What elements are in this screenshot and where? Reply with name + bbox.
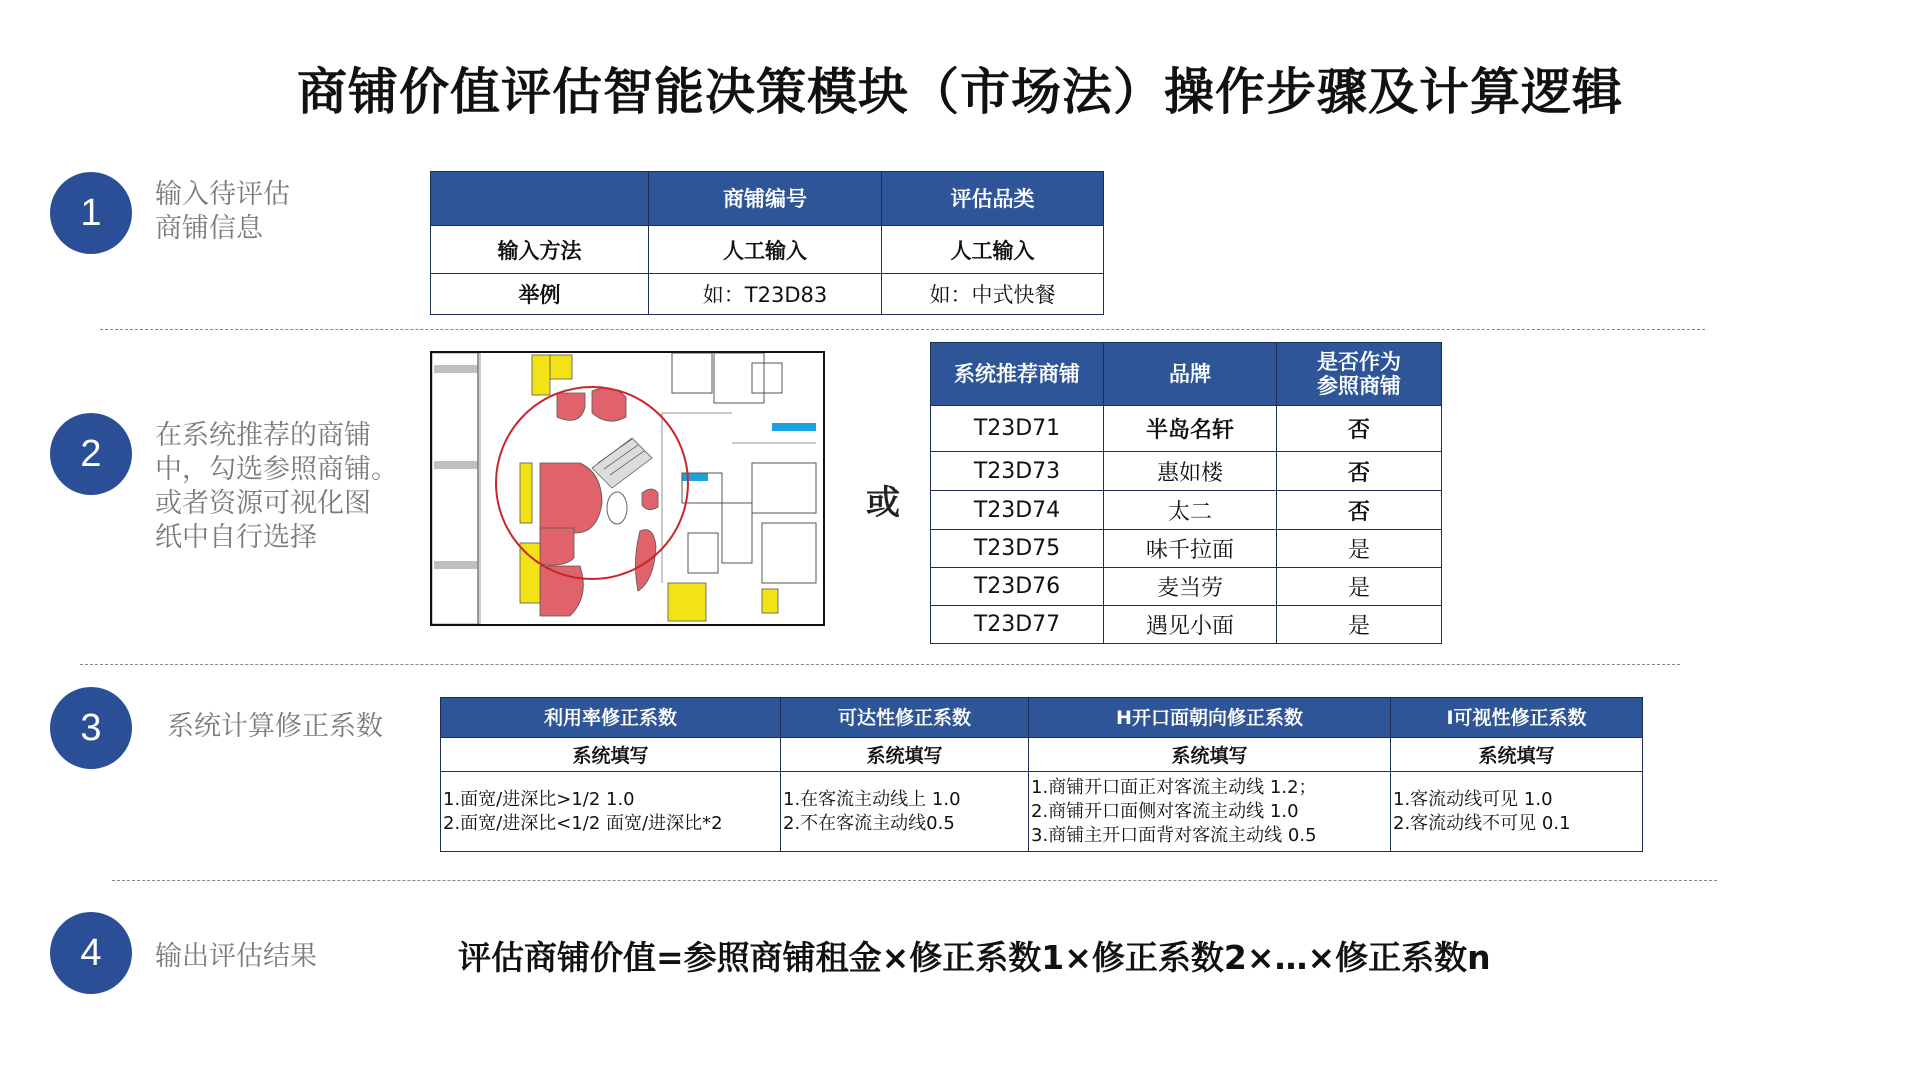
table-row (431, 274, 1104, 315)
shop-id-cell: T23D75 (931, 530, 1104, 568)
valuation-formula: 评估商铺价值=参照商铺租金×修正系数1×修正系数2×…×修正系数n (458, 938, 1491, 977)
floor-plan-drawing (432, 353, 823, 624)
system-fill-cell: 系统填写 (1029, 738, 1391, 772)
shop-id-cell: T23D71 (931, 406, 1104, 452)
table-row[interactable] (931, 568, 1442, 606)
brand-cell: 味千拉面 (1104, 530, 1277, 568)
system-fill-cell: 系统填写 (781, 738, 1029, 772)
rule-line: 3.商铺主开口面背对客流主动线 0.5 (1031, 824, 1317, 846)
table-row[interactable] (931, 530, 1442, 568)
step-1-badge: 1 (50, 172, 132, 254)
reference-flag-cell[interactable]: 否 (1277, 491, 1442, 530)
rule-line: 1.客流动线可见 1.0 (1393, 788, 1553, 810)
step-2-label-line: 中，勾选参照商铺。 (155, 454, 398, 485)
header-line: 是否作为 (1317, 350, 1401, 374)
step-2-label-line: 在系统推荐的商铺 (155, 420, 371, 451)
section-divider (80, 664, 1680, 665)
table-row (441, 738, 1643, 772)
row-label: 输入方法 (431, 226, 649, 274)
table-header-cell (1277, 343, 1442, 406)
rule-line: 2.客流动线不可见 0.1 (1393, 812, 1571, 834)
shop-id-cell: T23D74 (931, 491, 1104, 530)
or-text: 或 (866, 483, 900, 523)
system-fill-cell: 系统填写 (441, 738, 781, 772)
step-2-label (155, 419, 398, 555)
reference-flag-cell[interactable]: 否 (1277, 406, 1442, 452)
rule-line: 1.在客流主动线上 1.0 (783, 788, 961, 810)
step-2-label-line: 或者资源可视化图 (155, 488, 371, 519)
reference-flag-cell[interactable]: 是 (1277, 568, 1442, 606)
table-row[interactable] (931, 606, 1442, 644)
category-input-method[interactable]: 人工输入 (882, 226, 1104, 274)
reference-flag-cell[interactable]: 是 (1277, 530, 1442, 568)
step-3-label (167, 710, 383, 744)
rule-line: 1.商铺开口面正对客流主动线 1.2； (1031, 776, 1317, 798)
rule-line: 1.面宽/进深比>1/2 1.0 (443, 788, 635, 810)
rule-line: 2.商铺开口面侧对客流主动线 1.0 (1031, 800, 1299, 822)
opening-orientation-coef-header: H开口面朝向修正系数 (1029, 698, 1391, 738)
brand-cell: 遇见小面 (1104, 606, 1277, 644)
table-row[interactable] (931, 406, 1442, 452)
table-header-cell: 商铺编号 (649, 172, 882, 226)
table-row[interactable] (931, 491, 1442, 530)
shop-id-cell: T23D76 (931, 568, 1104, 606)
shop-id-cell: T23D73 (931, 452, 1104, 491)
header-line: 参照商铺 (1317, 374, 1401, 398)
brand-cell: 麦当劳 (1104, 568, 1277, 606)
shop-id-cell: T23D77 (931, 606, 1104, 644)
step-4-badge: 4 (50, 912, 132, 994)
visibility-rules (1391, 772, 1643, 852)
step-2-badge: 2 (50, 413, 132, 495)
visibility-coef-header: I可视性修正系数 (1391, 698, 1643, 738)
step-1-label-line: 输入待评估 (155, 179, 290, 210)
rule-line: 2.面宽/进深比<1/2 面宽/进深比*2 (443, 812, 723, 834)
table-header-cell (431, 172, 649, 226)
section-divider (112, 880, 1717, 881)
brand-cell: 半岛名轩 (1104, 406, 1277, 452)
step-4-label (155, 940, 317, 974)
brand-cell: 太二 (1104, 491, 1277, 530)
step-4-label-line: 输出评估结果 (155, 941, 317, 972)
table-header-cell: 系统推荐商铺 (931, 343, 1104, 406)
table-header-cell: 评估品类 (882, 172, 1104, 226)
utilization-rules (441, 772, 781, 852)
correction-coefficient-table (440, 697, 1643, 852)
rule-line: 2.不在客流主动线0.5 (783, 812, 955, 834)
step-3-label-line: 系统计算修正系数 (167, 711, 383, 742)
brand-cell: 惠如楼 (1104, 452, 1277, 491)
page-title: 商铺价值评估智能决策模块（市场法）操作步骤及计算逻辑 (297, 63, 1623, 121)
floor-plan-map[interactable] (430, 351, 825, 626)
utilization-coef-header: 利用率修正系数 (441, 698, 781, 738)
input-info-table (430, 171, 1104, 315)
reference-flag-cell[interactable]: 否 (1277, 452, 1442, 491)
system-fill-cell: 系统填写 (1391, 738, 1643, 772)
section-divider (100, 329, 1705, 330)
category-example: 如：中式快餐 (882, 274, 1104, 315)
recommended-shops-table (930, 342, 1442, 644)
table-row (431, 226, 1104, 274)
accessibility-rules (781, 772, 1029, 852)
step-1-label-line: 商铺信息 (155, 213, 263, 244)
table-row (441, 772, 1643, 852)
shop-id-input-method[interactable]: 人工输入 (649, 226, 882, 274)
accessibility-coef-header: 可达性修正系数 (781, 698, 1029, 738)
table-header-cell: 品牌 (1104, 343, 1277, 406)
step-1-label (155, 178, 290, 246)
step-3-badge: 3 (50, 687, 132, 769)
reference-flag-cell[interactable]: 是 (1277, 606, 1442, 644)
step-2-label-line: 纸中自行选择 (155, 522, 317, 553)
row-label: 举例 (431, 274, 649, 315)
opening-orientation-rules (1029, 772, 1391, 852)
shop-id-example: 如：T23D83 (649, 274, 882, 315)
table-row[interactable] (931, 452, 1442, 491)
